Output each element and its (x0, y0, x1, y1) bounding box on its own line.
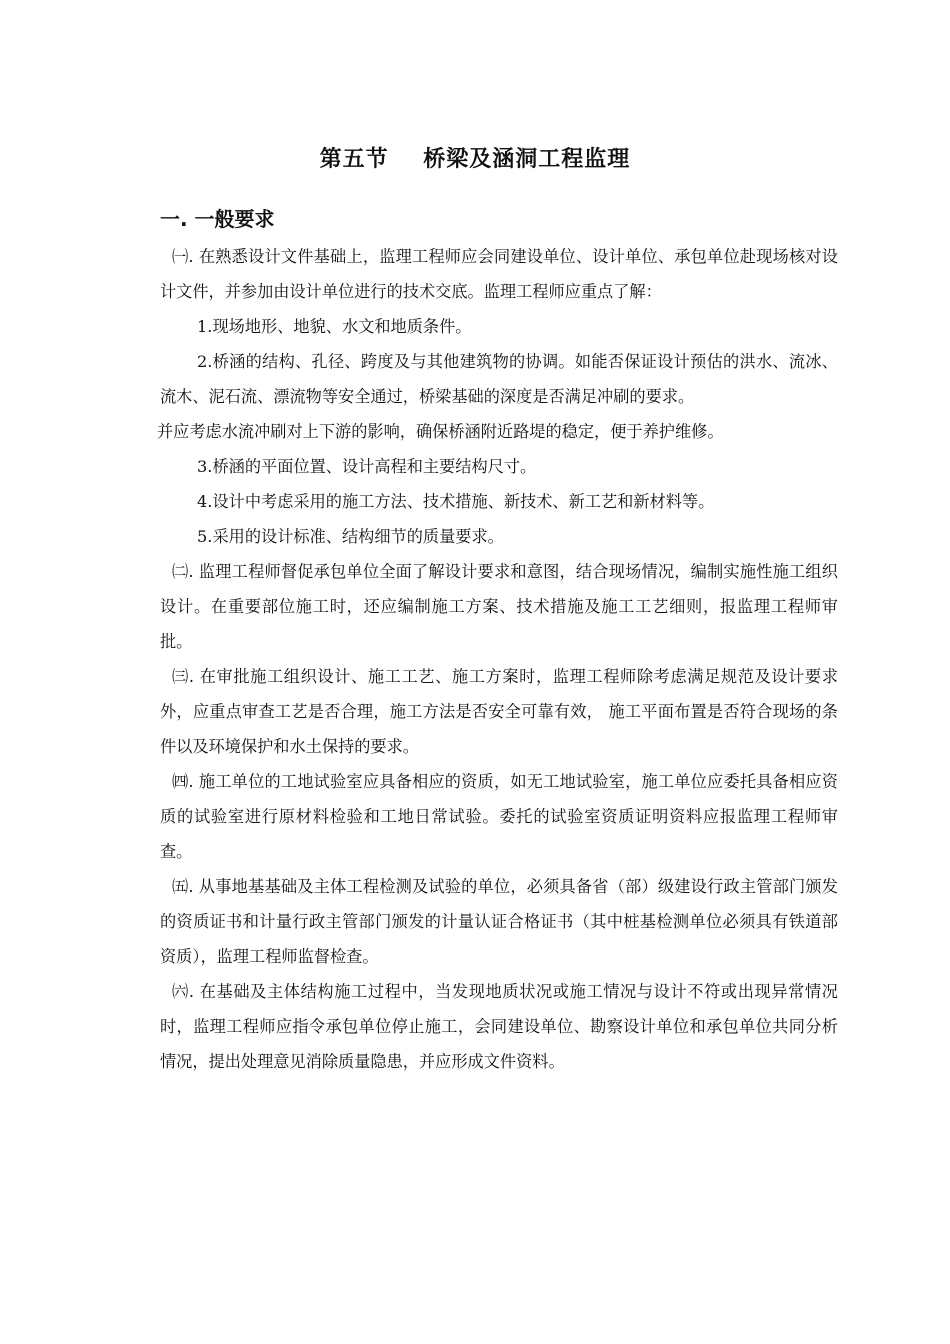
list-item: 4.设计中考虑采用的施工方法、技术措施、新技术、新工艺和新材料等。 (197, 492, 715, 511)
paragraph: ㈢. 在审批施工组织设计、施工工艺、施工方案时，监理工程师除考虑满足规范及设计要求外，应重点审查工艺是否合理，施工方法是否安全可靠有效， 施工平面布置是否符合现场的条件以及环境保护和水土保持的要求。 (160, 667, 838, 756)
list-item: 1.现场地形、地貌、水文和地质条件。 (197, 317, 472, 336)
list-item: 5.采用的设计标准、结构细节的质量要求。 (197, 527, 504, 546)
paragraph-block (157, 239, 838, 1079)
paragraph: ㈡. 监理工程师督促承包单位全面了解设计要求和意图，结合现场情况，编制实施性施工组织设计。在重要部位施工时，还应编制施工方案、技术措施及施工工艺细则，报监理工程师审批。 (160, 562, 838, 651)
paragraph: ㈥. 在基础及主体结构施工过程中，当发现地质状况或施工情况与设计不符或出现异常情况时，监理工程师应指令承包单位停止施工，会同建设单位、勘察设计单位和承包单位共同分析情况，提出处理意见消除质量隐患，并应形成文件资料。 (160, 982, 838, 1071)
list-item: 3.桥涵的平面位置、设计高程和主要结构尺寸。 (197, 457, 537, 476)
paragraph: ㈤. 从事地基基础及主体工程检测及试验的单位，必须具备省（部）级建设行政主管部门颁发的资质证书和计量行政主管部门颁发的计量认证合格证书（其中桩基检测单位必须具有铁道部资质），监理工程师监督检查。 (160, 877, 838, 966)
paragraph: ㈠. 在熟悉设计文件基础上，监理工程师应会同建设单位、设计单位、承包单位赴现场核对设计文件，并参加由设计单位进行的技术交底。监理工程师应重点了解： (160, 247, 838, 301)
list-item: 2.桥涵的结构、孔径、跨度及与其他建筑物的协调。如能否保证设计预估的洪水、流冰、流木、泥石流、漂流物等安全通过，桥梁基础的深度是否满足冲刷的要求。 (160, 352, 838, 406)
paragraph: 并应考虑水流冲刷对上下游的影响，确保桥涵附近路堤的稳定，便于养护维修。 (157, 422, 724, 441)
section-heading: 一. 一般要求 (160, 207, 275, 231)
paragraph: ㈣. 施工单位的工地试验室应具备相应的资质，如无工地试验室，施工单位应委托具备相应资质的试验室进行原材料检验和工地日常试验。委托的试验室资质证明资料应报监理工程师审查。 (160, 772, 838, 861)
page-title: 第五节 桥梁及涵洞工程监理 (319, 147, 631, 172)
